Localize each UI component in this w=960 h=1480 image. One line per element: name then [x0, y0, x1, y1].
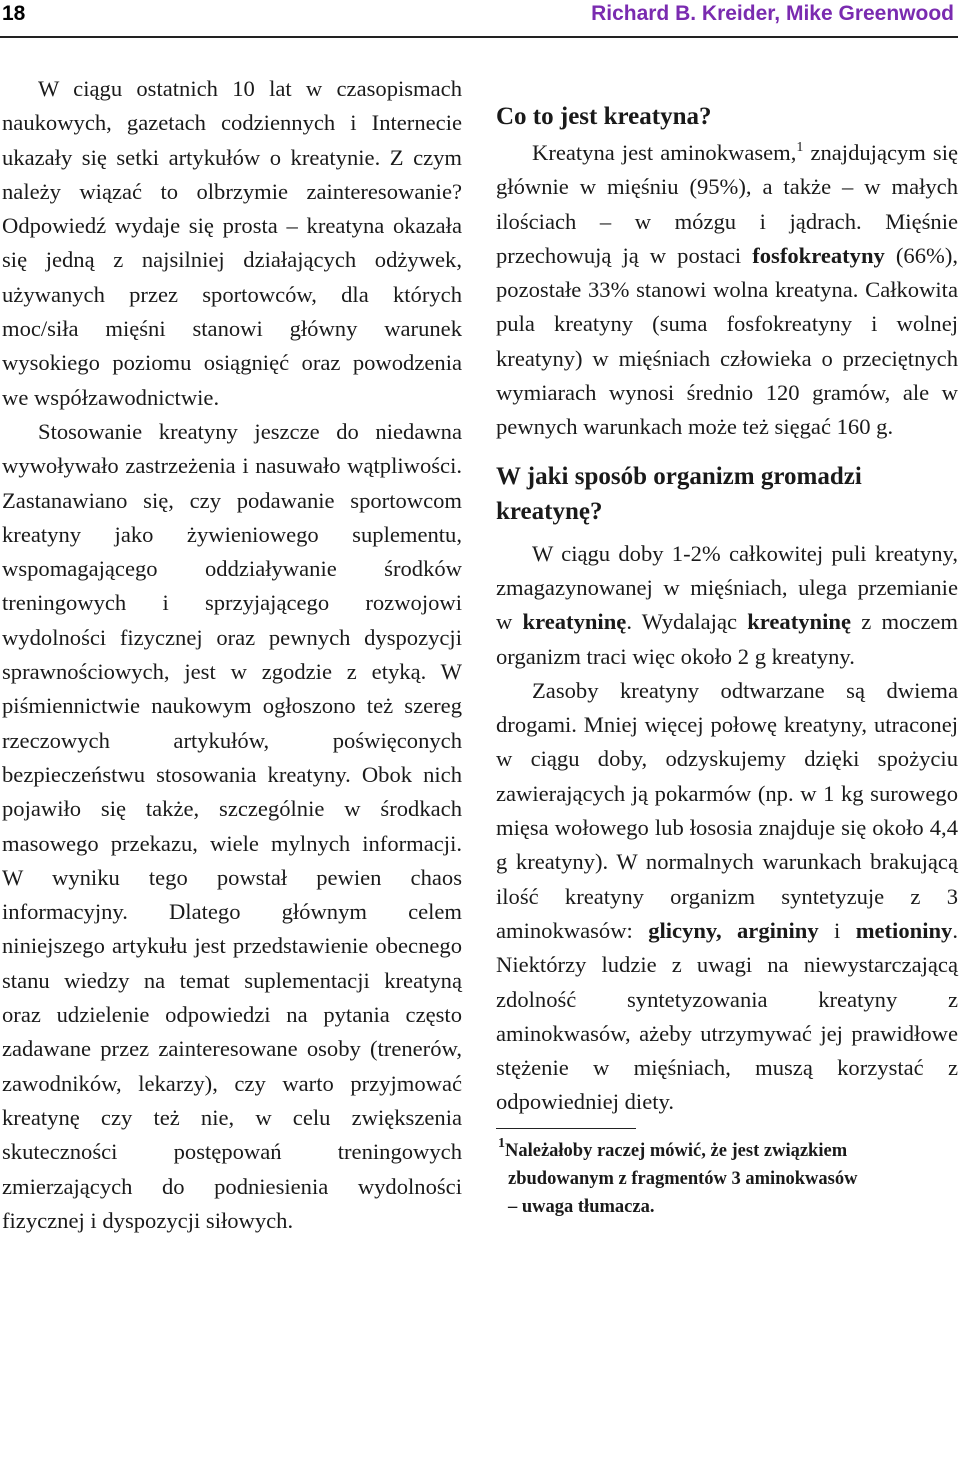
creatine-definition-paragraph — [496, 136, 958, 445]
footnote-line: zbudowanym z fragmentów 3 aminokwasów — [508, 1168, 858, 1189]
page-header — [0, 0, 960, 34]
intro-paragraph: W ciągu ostatnich 10 lat w czasopismach naukowych, gazetach codziennych i Internecie ukazały się setki artykułów o kreatynie. Z czym należy wiązać to olbrzymie zainteresowanie? Odpowiedź wydaje się prosta – kreatyna okazała się jedną z najsilniej działających odżywek, używanych przez sportowców, dla których moc/siła mięśni stanowi główny warunek wysokiego poziomu osiągnięć oraz powodzenia we współzawodnictwie. — [2, 76, 462, 410]
text-run: znajdującym się głównie w mięśniu (95%), a także – w małych ilościach – w mózgu i jądrach. Mięśnie przechowują ją w postaci — [496, 140, 958, 268]
footnote-marker: 1 — [498, 1135, 505, 1151]
footnote-reference: 1 — [796, 140, 804, 155]
term-amino-acids: glicyny, argininy — [648, 917, 819, 943]
left-column — [2, 72, 462, 1238]
header-rule — [0, 36, 958, 38]
text-run: i — [818, 917, 856, 943]
text-run: . Niektórzy ludzie z uwagi na niewystarczającą zdolność syntetyzowania kreatyny z aminokwasów, ażeby utrzymywać jej prawidłowe stężenie w mięśniach, muszą korzystać z odpowiedniej diety. — [496, 917, 958, 1115]
term-metionina: metioniny — [855, 917, 953, 943]
running-head-authors: Richard B. Kreider, Mike Greenwood — [591, 2, 954, 25]
text-run: Kreatyna jest aminokwasem, — [532, 140, 797, 165]
text-run: (66%), pozostałe 33% stanowi wolna kreatyna. Całkowita pula kreatyny (suma fosfokreatyny i wolnej kreatyny) w mięśniach człowieka o przeciętnych wymiarach wynosi średnio 120 gramów, ale w pewnych warunkach może też sięgać 160 g. — [496, 242, 958, 440]
text-run: . Wydalając — [626, 609, 748, 635]
footnote-line: – uwaga tłumacza. — [508, 1196, 655, 1217]
text-run: Zasoby kreatyny odtwarzane są dwiema drogami. Mniej więcej połowę kreatyny, utraconej w ciągu doby, odzyskujemy dzięki spożyciu zawierających ją pokarmów (np. w 1 kg surowego mięsa wołowego lub łososia znajduje się około 4,4 g kreatyny). W normalnych warunkach brakującą ilość kreatyny organizm syntetyzuje z 3 aminokwasów: — [496, 677, 958, 943]
footnote-separator — [496, 1128, 636, 1129]
text-run: W ciągu doby 1-2% całkowitej puli kreatyny, zmagazynowanej w mięśniach, ulega przemianie w — [496, 540, 958, 635]
term-kreatynina: kreatyninę — [747, 609, 851, 635]
creatinine-paragraph — [496, 537, 958, 674]
term-kreatynina: kreatyninę — [522, 609, 627, 635]
text-run: z moczem organizm traci więc około 2 g kreatyny. — [496, 609, 958, 669]
section-heading-what-is-creatine: Co to jest kreatyna? — [496, 103, 712, 130]
synthesis-paragraph — [496, 674, 958, 1120]
section-heading-how-body-stores-creatine: W jaki sposób organizm gromadzi kreatynę? — [496, 462, 862, 525]
body-paragraph: Stosowanie kreatyny jeszcze do niedawna wywoływało zastrzeżenia i nasuwało wątpliwości. Zastanawiano się, czy podawanie sportowcom kreatyny jako żywieniowego suplementu, wspomagającego oddziaływanie środków treningowych i sprzyjającego rozwojowi wydolności fizycznej oraz pewnych dyspozycji sprawnościowych, jest w zgodzie z etyką. W piśmiennictwie naukowym ogłoszono też szereg rzeczowych artykułów, poświęconych bezpieczeństwu stosowania kreatyny. Obok nich pojawiło się także, szczególnie w środkach masowego przekazu, wiele mylnych informacji. W wyniku tego powstał pewien chaos informacyjny. Dlatego głównym celem niniejszego artykułu jest przedstawienie obecnego stanu wiedzy na temat suplementacji kreatyną oraz udzielenie odpowiedzi na pytania często zadawane przez zainteresowane osoby (trenerów, zawodników, lekarzy), czy warto przyjmować kreatynę czy też nie, w celu zwiększenia skuteczności postępowań treningowych zmierzających do podniesienia wydolności fizycznej i dyspozycji siłowych. — [2, 418, 462, 1233]
term-fosfokreatyna: fosfokreatyny — [752, 242, 885, 268]
page-number: 18 — [2, 2, 26, 25]
right-column — [496, 100, 958, 1221]
translator-footnote — [496, 1137, 958, 1221]
footnote-line: Należałoby raczej mówić, że jest związkiem — [505, 1140, 848, 1161]
